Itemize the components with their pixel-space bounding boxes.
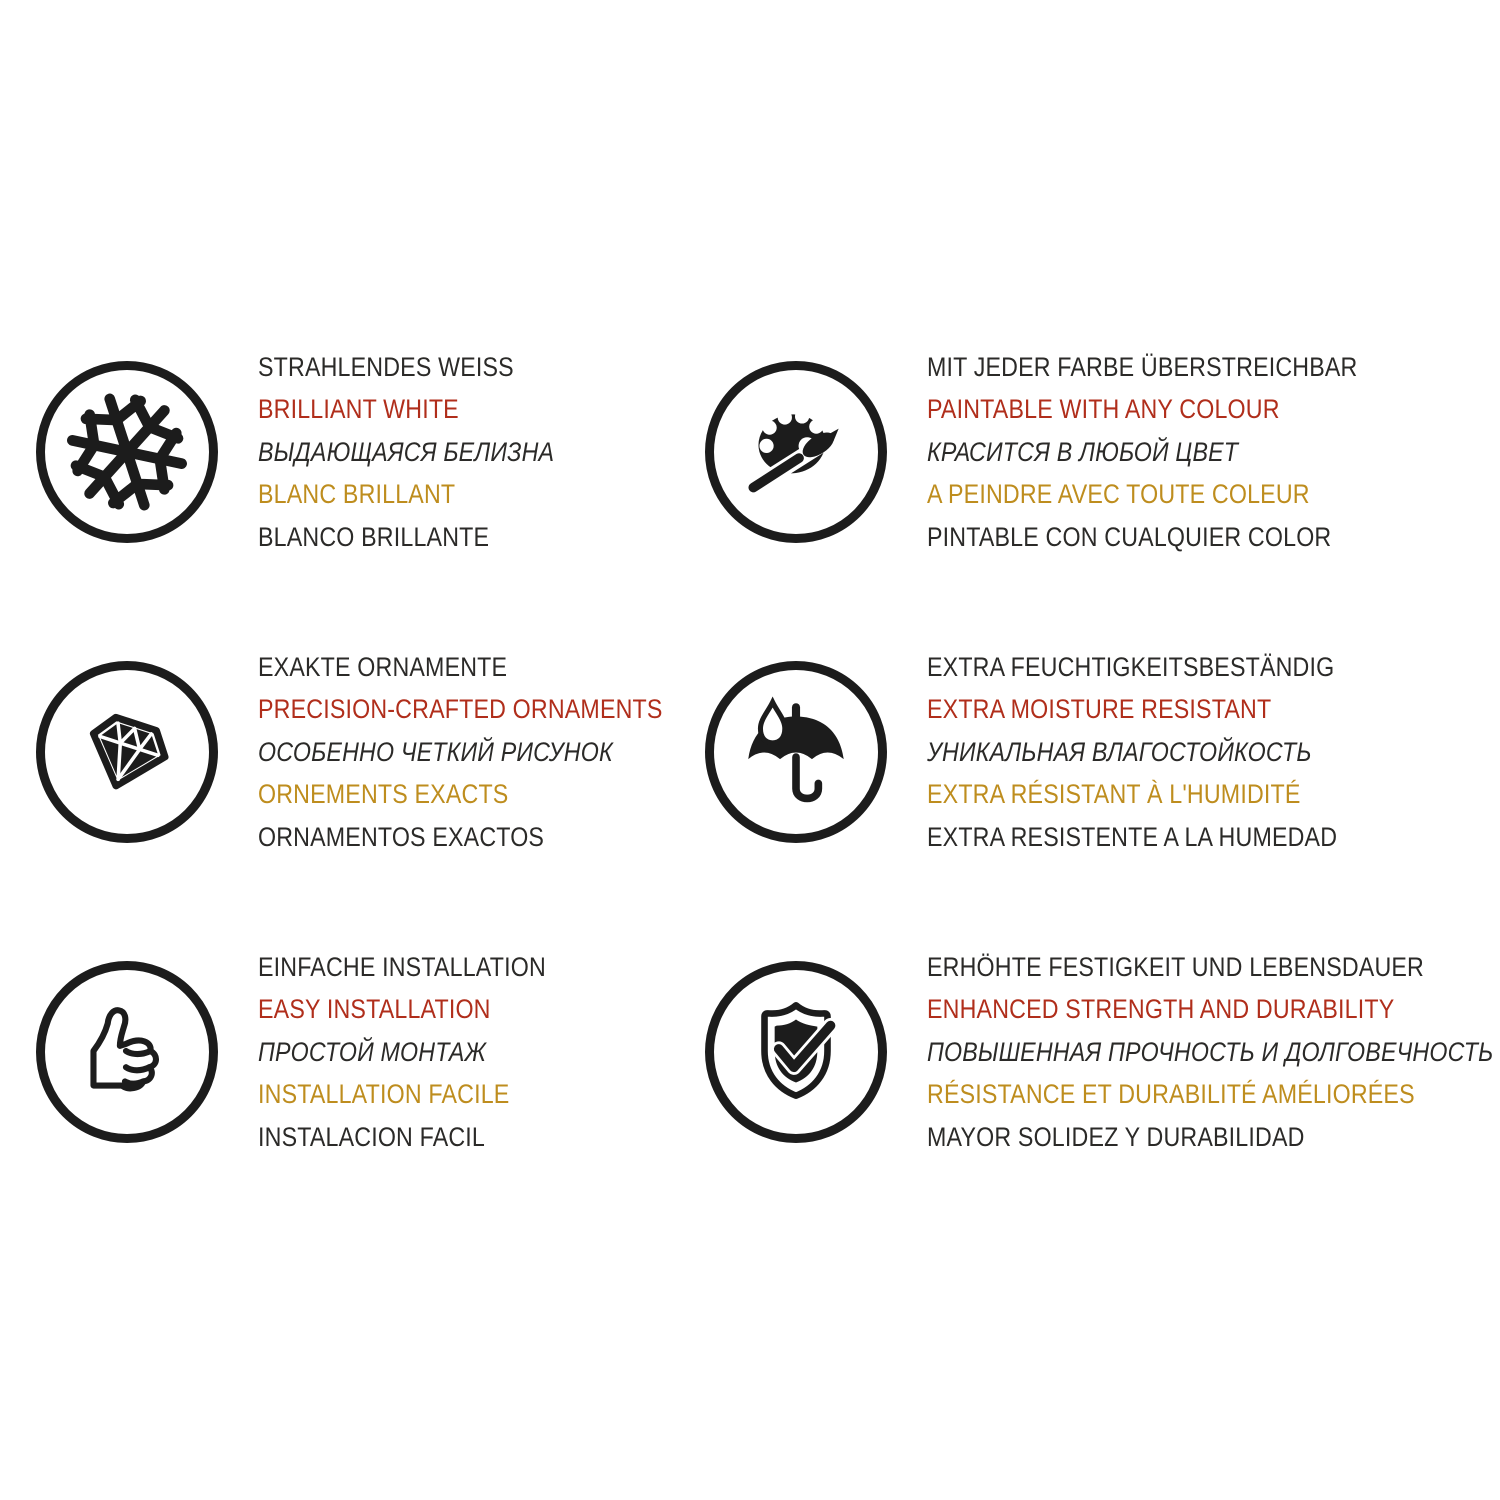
feature-strength-durability [705, 902, 1494, 1202]
feature-line-de: ERHÖHTE FESTIGKEIT UND LEBENSDAUER [927, 951, 1424, 982]
feature-line-en: EASY INSTALLATION [258, 994, 491, 1025]
feature-text-block [927, 646, 1337, 859]
diamond-icon [63, 688, 191, 816]
feature-line-ru: ОСОБЕННО ЧЕТКИЙ РИСУНОК [258, 736, 613, 767]
feature-line-fr: ORNEMENTS EXACTS [258, 779, 509, 810]
feature-text-block [927, 346, 1358, 559]
feature-line-es: EXTRA RESISTENTE A LA HUMEDAD [927, 821, 1338, 852]
feature-text-block [258, 346, 554, 559]
icon-circle [705, 661, 887, 843]
feature-line-ru: ПОВЫШЕННАЯ ПРОЧНОСТЬ И ДОЛГОВЕЧНОСТЬ [927, 1036, 1494, 1067]
feature-line-de: STRAHLENDES WEISS [258, 351, 514, 382]
feature-line-fr: RÉSISTANCE ET DURABILITÉ AMÉLIORÉES [927, 1079, 1415, 1110]
feature-text-block [258, 946, 546, 1159]
feature-ornaments [36, 602, 705, 902]
feature-line-ru: ВЫДАЮЩАЯСЯ БЕЛИЗНА [258, 436, 555, 467]
icon-circle [36, 961, 218, 1143]
feature-line-en: ENHANCED STRENGTH AND DURABILITY [927, 994, 1395, 1025]
feature-line-de: EXTRA FEUCHTIGKEITSBESTÄNDIG [927, 651, 1335, 682]
feature-line-ru: ПРОСТОЙ МОНТАЖ [258, 1036, 486, 1067]
feature-line-de: EINFACHE INSTALLATION [258, 951, 546, 982]
feature-text-block [927, 946, 1493, 1159]
feature-line-ru: КРАСИТСЯ В ЛЮБОЙ ЦВЕТ [927, 436, 1239, 467]
feature-line-de: MIT JEDER FARBE ÜBERSTREICHBAR [927, 351, 1358, 382]
feature-line-ru: УНИКАЛЬНАЯ ВЛАГОСТОЙКОСТЬ [927, 736, 1312, 767]
icon-circle [36, 361, 218, 543]
feature-line-en: PRECISION-CRAFTED ORNAMENTS [258, 694, 663, 725]
icon-circle [705, 961, 887, 1143]
feature-line-es: INSTALACION FACIL [258, 1121, 486, 1152]
feature-line-en: BRILLIANT WHITE [258, 394, 459, 425]
feature-brilliant-white [36, 302, 705, 602]
feature-line-de: EXAKTE ORNAMENTE [258, 651, 508, 682]
feature-line-fr: BLANC BRILLANT [258, 479, 456, 510]
feature-line-fr: A PEINDRE AVEC TOUTE COLEUR [927, 479, 1310, 510]
feature-grid [36, 302, 1494, 1202]
feature-line-fr: INSTALLATION FACILE [258, 1079, 510, 1110]
feature-line-es: ORNAMENTOS EXACTOS [258, 821, 545, 852]
feature-line-es: MAYOR SOLIDEZ Y DURABILIDAD [927, 1121, 1305, 1152]
feature-text-block [258, 646, 663, 859]
feature-line-en: PAINTABLE WITH ANY COLOUR [927, 394, 1280, 425]
feature-line-es: BLANCO BRILLANTE [258, 521, 490, 552]
umbrella-rain-icon [732, 688, 860, 816]
feature-line-es: PINTABLE CON CUALQUIER COLOR [927, 521, 1332, 552]
thumbs-up-icon [63, 988, 191, 1116]
icon-circle [36, 661, 218, 843]
shield-check-icon [732, 988, 860, 1116]
feature-line-en: EXTRA MOISTURE RESISTANT [927, 694, 1272, 725]
feature-moisture-resistant [705, 602, 1464, 902]
feature-paintable [705, 302, 1464, 602]
paint-palette-icon [732, 388, 860, 516]
snowflake-icon [63, 388, 191, 516]
feature-line-fr: EXTRA RÉSISTANT À L'HUMIDITÉ [927, 779, 1301, 810]
icon-circle [705, 361, 887, 543]
feature-easy-installation [36, 902, 705, 1202]
